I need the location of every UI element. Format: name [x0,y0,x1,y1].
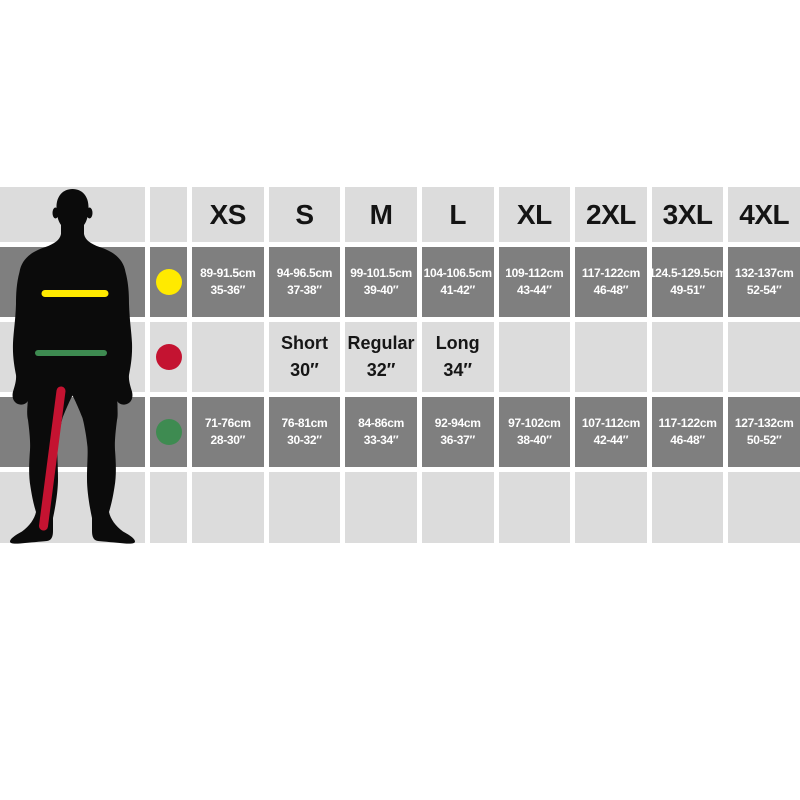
chest-cell-3xl [648,247,727,317]
inch-value: 49-51″ [670,283,705,297]
leg-cell-xs [192,322,264,392]
spacer-cell [652,472,724,543]
waist-cell-xs [192,397,264,467]
spacer-cell [345,472,417,543]
chest-cell-xl [499,247,571,317]
waist-cell-s [269,397,341,467]
cm-value: 127-132cm [734,416,794,430]
inch-value: 36-37″ [440,433,475,447]
inch-value: 33-34″ [363,433,399,447]
cm-value: 132-137cm [734,266,794,280]
spacer-cell [422,472,494,543]
size-header-xl: XL [499,187,571,242]
spacer-cell [269,472,341,543]
inch-value: 52-54″ [746,283,782,297]
inch-value: 39-40″ [363,283,399,297]
leg-cell-m [345,322,417,392]
chest-cell-m [345,247,417,317]
chest-cell-s [269,247,341,317]
size-header-s: S [269,187,341,242]
inch-value: 37-38″ [287,283,322,297]
spacer-cell [192,472,264,543]
waist-dot-shape [156,419,182,445]
cm-value: 94-96.5cm [276,266,333,280]
inch-value: 38-40″ [516,433,552,447]
leg-cell-xl [499,322,571,392]
cm-value: 109-112cm [505,266,564,280]
leg-label: Long [435,333,480,353]
leg-cell-s [269,322,341,392]
cm-value: 124.5-129.5cm [648,266,727,280]
spacer-cell [499,472,571,543]
chest-cell-xs [192,247,264,317]
waist-cell-m [345,397,417,467]
size-header-xs: XS [192,187,264,242]
leg-label: Short [280,333,328,353]
inch-value: 30″ [290,360,319,380]
chest-cell-2xl [575,247,647,317]
cm-value: 104-106.5cm [423,266,492,280]
inch-value: 30-32″ [287,433,322,447]
waist-cell-l [422,397,494,467]
leg-label: Regular [347,333,415,353]
inch-value: 43-44″ [516,283,552,297]
inseam-dot-icon [156,344,182,370]
waist-cell-3xl [652,397,724,467]
inch-value: 41-42″ [440,283,475,297]
size-header-3xl: 3XL [652,187,724,242]
chest-cell-l [422,247,494,317]
cm-value: 76-81cm [281,416,328,430]
chest-dot-icon [156,269,182,295]
inch-value: 28-30″ [210,433,246,447]
cm-value: 84-86cm [358,416,405,430]
cm-value: 99-101.5cm [350,266,412,280]
size-header-l: L [422,187,494,242]
waist-cell-2xl [575,397,647,467]
waist-marker-cell [150,397,187,467]
cm-value: 107-112cm [581,416,640,430]
chest-marker-cell [150,247,187,317]
leg-cell-4xl [728,322,800,392]
waist-cell-xl [499,397,571,467]
cm-value: 89-91.5cm [200,266,256,280]
cm-value: 71-76cm [204,416,251,430]
inch-value: 46-48″ [593,283,629,297]
inch-value: 35-36″ [210,283,246,297]
inseam-dot-shape [156,344,182,370]
inch-value: 46-48″ [670,433,705,447]
leg-cell-3xl [652,322,724,392]
inseam-marker-cell [150,322,187,392]
cm-value: 92-94cm [434,416,481,430]
inch-value: 50-52″ [746,433,782,447]
size-header-2xl: 2XL [575,187,647,242]
marker-column-header [150,187,187,242]
inch-value: 42-44″ [593,433,629,447]
leg-cell-2xl [575,322,647,392]
spacer-cell [150,472,187,543]
chest-cell-4xl [728,247,800,317]
inch-value: 32″ [366,360,396,380]
size-header-m: M [345,187,417,242]
cm-value: 117-122cm [581,266,640,280]
chest-dot-shape [156,269,182,295]
inch-value: 34″ [443,360,473,380]
spacer-cell [728,472,800,543]
waist-dot-icon [156,419,182,445]
body-outline [10,189,135,544]
cm-value: 97-102cm [508,416,561,430]
leg-cell-l [422,322,494,392]
spacer-cell [575,472,647,543]
waist-cell-4xl [728,397,800,467]
size-header-4xl: 4XL [728,187,800,242]
cm-value: 117-122cm [658,416,717,430]
body-silhouette [0,187,145,545]
